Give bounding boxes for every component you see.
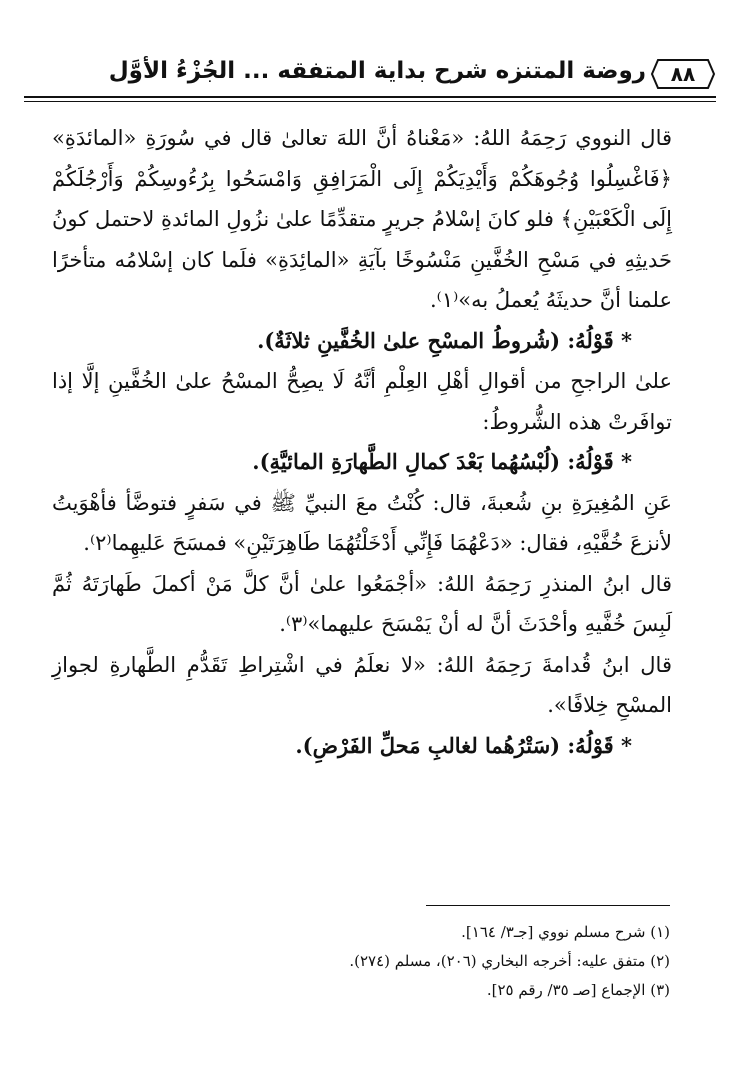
paragraph-ibn-qudama: قال ابنُ قُدامةَ رَحِمَهُ اللهُ: «لا نعلَمُ في اشْتِراطِ تَقَدُّمِ الطَّهارةِ لجوازِ المسْحِ خِلافًا». xyxy=(52,652,672,717)
footnote-1: (١) شرح مسلم نووي [جـ٣/ ١٦٤]. xyxy=(461,923,670,941)
header-rule-thin xyxy=(24,101,716,102)
paragraph-conditions: علىٰ الراجحِ من أقوالِ أهْلِ العِلْمِ أنَّهُ لَا يصِحُّ المسْحُ علىٰ الخُفَّينِ إلَّا إذا توافَرتْ هذه الشُّروطُ: xyxy=(52,369,672,434)
heading-covering: * قَوْلُهُ: (سَتْرُهُما لغالبِ مَحلِّ الفَرْضِ). xyxy=(295,732,632,758)
page-header xyxy=(24,52,716,98)
paragraph-mughira-hadith: عَنِ المُغِيرَةِ بنِ شُعبةَ، قال: كُنْتُ معَ النبيِّ ﷺ في سَفرٍ فتوضَّأ فأهْوَيتُ لأنزعَ خُفَّيْهِ، فقال: «دَعْهُمَا فَإِنِّي أَدْخَلْتُهُمَا طَاهِرَتَيْنِ» فمسَحَ عَليهِما⁽٢⁾. xyxy=(52,490,672,555)
footnotes xyxy=(50,918,670,1005)
page-number: ٨٨ xyxy=(670,62,696,86)
header-rule xyxy=(24,96,716,98)
footnote-rule xyxy=(426,905,670,906)
heading-purity: * قَوْلُهُ: (لُبْسُهُما بَعْدَ كمالِ الطَّهارَةِ المائيَّةِ). xyxy=(252,449,632,474)
footnote-2: (٢) متفق عليه: أخرجه البخاري (٢٠٦)، مسلم (٢٧٤). xyxy=(349,952,670,970)
running-title: روضة المتنزه شرح بداية المتفقه ... الجُزْءُ الأوَّل xyxy=(108,58,646,84)
main-text xyxy=(52,118,672,766)
paragraph-nawawi: قال النووي رَحِمَهُ اللهُ: «مَعْناهُ أنَّ اللهَ تعالىٰ قال في سُورَةِ «المائدَةِ» ﴿فَاغْسِلُوا وُجُوهَكُمْ وَأَيْدِيَكُمْ إِلَى الْمَرَافِقِ وَامْسَحُوا بِرُءُوسِكُمْ وَأَرْجُلَكُمْ إِلَى الْكَعْبَيْنِ﴾ فلو كانَ إسْلامُ جريرٍ متقدِّمًا علىٰ نزُولِ المائدةِ لاحتمل كونُ حَديثِهِ في مَسْحِ الخُفَّينِ مَنْسُوخًا بآيَةِ «المائِدَةِ» فلَما كان إسْلامُه متأخرًا علمنا أنَّ حديثَهُ يُعملُ به»⁽١⁾. xyxy=(52,126,672,312)
paragraph-ibn-mundhir: قال ابنُ المنذرِ رَحِمَهُ اللهُ: «أجْمَعُوا علىٰ أنَّ كلَّ مَنْ أكملَ طَهارَتَهُ ثُمَّ لَبِسَ خُفَّيهِ وأحْدَثَ أنَّ له أنْ يَمْسَحَ عليهما»⁽٣⁾. xyxy=(52,571,672,636)
footnote-3: (٣) الإجماع [صـ ٣٥/ رقم ٢٥]. xyxy=(486,981,670,999)
heading-conditions: * قَوْلُهُ: (شُروطُ المسْحِ علىٰ الخُفَّينِ ثلاثَةٌ). xyxy=(257,327,632,353)
page-number-badge xyxy=(650,58,716,90)
